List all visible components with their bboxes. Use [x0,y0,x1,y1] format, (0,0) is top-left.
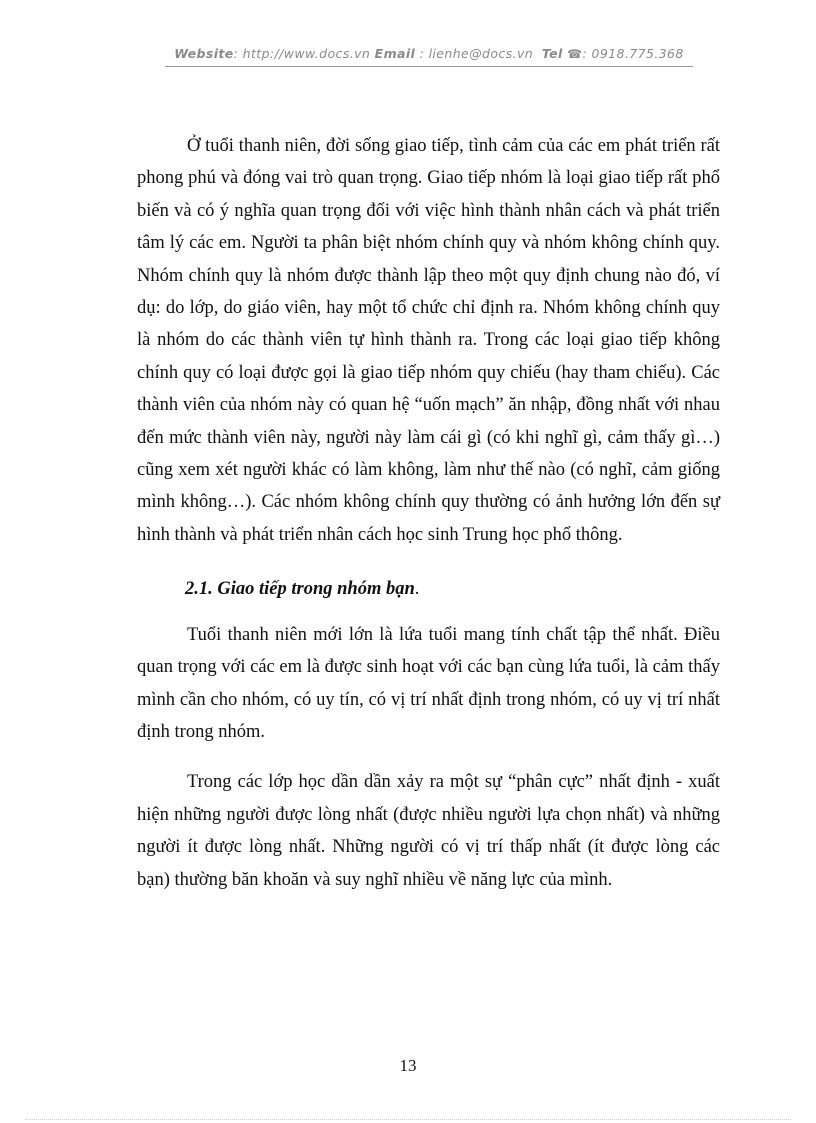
body-paragraph-3: Trong các lớp học dần dần xảy ra một sự “phân cực” nhất định - xuất hiện những người được lòng nhất (được nhiều người lựa chọn nhất) và những người ít được lòng nhất. Những người có vị trí thấp nhất (ít được lòng các bạn) thường băn khoăn và suy nghĩ nhiều về năng lực của mình. [137,772,720,890]
section-heading [185,573,720,605]
tel-label: Tel [541,46,563,61]
footer-divider [25,1119,791,1120]
body-paragraph-1: Ở tuổi thanh niên, đời sống giao tiếp, tình cảm của các em phát triển rất phong phú và đóng vai trò quan trọng. Giao tiếp nhóm là loại giao tiếp rất phổ biến và có ý nghĩa quan trọng đối với việc hình thành nhân cách và phát triển tâm lý các em. Người ta phân biệt nhóm chính quy và nhóm không chính quy. Nhóm chính quy là nhóm được thành lập theo một quy định chung nào đó, ví dụ: do lớp, do giáo viên, hay một tổ chức chỉ định ra. Nhóm không chính quy là nhóm do các thành viên tự hình thành ra. Trong các loại giao tiếp không chính quy có loại được gọi là giao tiếp nhóm quy chiếu (hay tham chiếu). Các thành viên của nhóm này có quan hệ “uốn mạch” ăn nhập, đồng nhất với nhau đến mức thành viên này, người này làm cái gì (có khi nghĩ gì, cảm thấy gì…) cũng xem xét người khác có làm không, làm như thế nào (có nghĩ, cảm giống mình không…). Các nhóm không chính quy thường có ảnh hưởng lớn đến sự hình thành và phát triển nhân cách học sinh Trung học phổ thông. [137,136,720,545]
section-heading-period: . [414,579,420,600]
website-url: : http://www.docs.vn [233,46,371,61]
email-value: : lienhe@docs.vn [419,46,534,61]
body-paragraph-2: Tuổi thanh niên mới lớn là lứa tuổi mang tính chất tập thể nhất. Điều quan trọng với các em là được sinh hoạt với các bạn cùng lứa tuổi, là cảm thấy mình cần cho nhóm, có uy tín, có vị trí nhất định trong nhóm, có uy vị trí nhất định trong nhóm. [137,624,720,742]
telephone-icon: ☎ [567,47,583,61]
page-number: 13 [399,1056,417,1075]
website-label: Website [174,46,234,61]
section-heading-text: 2.1. Giao tiếp trong nhóm bạn [185,579,415,600]
tel-value: : 0918.775.368 [582,46,684,61]
document-body [137,130,720,896]
email-label: Email [374,46,416,61]
page-header [165,46,693,67]
